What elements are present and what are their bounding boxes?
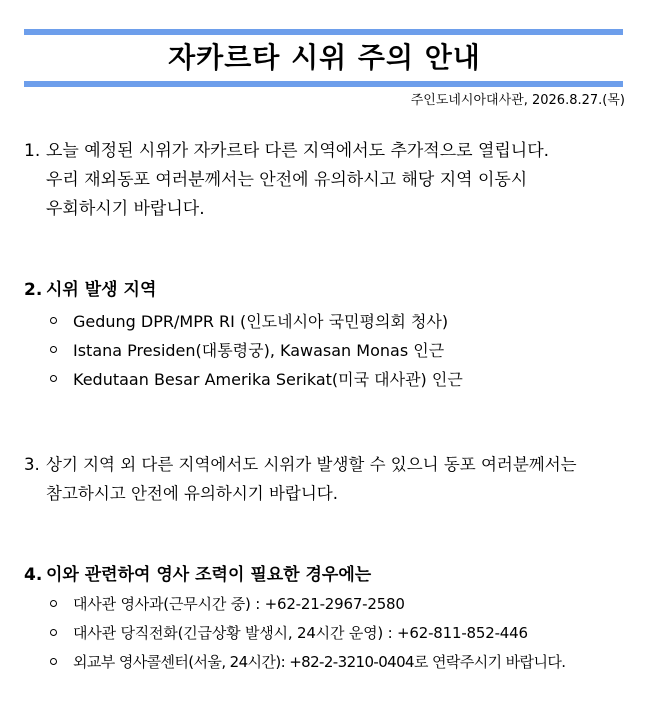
circle-bullet-icon [50, 375, 57, 382]
section-1-line-2: 우리 재외동포 여러분께서는 안전에 유의하시고 해당 지역 이동시 [46, 170, 528, 190]
circle-bullet-icon [50, 317, 57, 324]
list-item [24, 336, 629, 365]
circle-bullet-icon [50, 600, 57, 607]
section-3-paragraph [24, 450, 629, 508]
section-1-paragraph [24, 137, 629, 224]
section-1-number: 1. [24, 141, 41, 161]
section-3-line-1: 상기 지역 외 다른 지역에서도 시위가 발생할 수 있으니 동포 여러분께서는 [46, 455, 577, 474]
notice-title: 자카르타 시위 주의 안내 [168, 41, 481, 74]
section-1-line-1: 오늘 예정된 시위가 자카르타 다른 지역에서도 추가적으로 열립니다. [46, 141, 550, 161]
section-4-heading [24, 561, 629, 590]
title-top-rule [24, 29, 623, 35]
list-item-text: Gedung DPR/MPR RI (인도네시아 국민평의회 청사) [73, 312, 449, 331]
section-2-heading [24, 276, 629, 305]
protest-location-list [24, 307, 629, 394]
list-item [24, 365, 629, 394]
section-3-line-2: 참고하시고 안전에 유의하시기 바랍니다. [46, 484, 338, 503]
section-3 [24, 450, 629, 508]
section-4-heading-text: 이와 관련하여 영사 조력이 필요한 경우에는 [46, 565, 372, 585]
circle-bullet-icon [50, 658, 57, 665]
list-item-text: 대사관 당직전화(긴급상황 발생시, 24시간 운영) : +62-811-852-446 [73, 624, 528, 642]
section-3-number: 3. [24, 455, 40, 474]
circle-bullet-icon [50, 629, 57, 636]
section-2-heading-text: 시위 발생 지역 [46, 280, 157, 300]
consular-contact-list [24, 590, 629, 677]
circle-bullet-icon [50, 346, 57, 353]
dateline: 주인도네시아대사관, 2026.8.27.(목) [410, 93, 625, 108]
list-item [24, 619, 629, 648]
list-item-text: 외교부 영사콜센터(서울, 24시간): +82-2-3210-0404로 연락주시기 바랍니다. [73, 653, 566, 671]
title-bottom-rule [24, 81, 623, 87]
section-4-number: 4. [24, 565, 43, 585]
section-2-number: 2. [24, 280, 43, 300]
section-1-line-3: 우회하시기 바랍니다. [46, 199, 205, 219]
list-item-text: Kedutaan Besar Amerika Serikat(미국 대사관) 인근 [73, 370, 463, 389]
list-item-text: 대사관 영사과(근무시간 중) : +62-21-2967-2580 [73, 595, 405, 613]
list-item-text: Istana Presiden(대통령궁), Kawasan Monas 인근 [73, 341, 445, 360]
section-4 [24, 561, 629, 677]
section-1 [24, 137, 629, 224]
list-item [24, 307, 629, 336]
section-2 [24, 276, 629, 394]
list-item [24, 648, 629, 677]
list-item [24, 590, 629, 619]
